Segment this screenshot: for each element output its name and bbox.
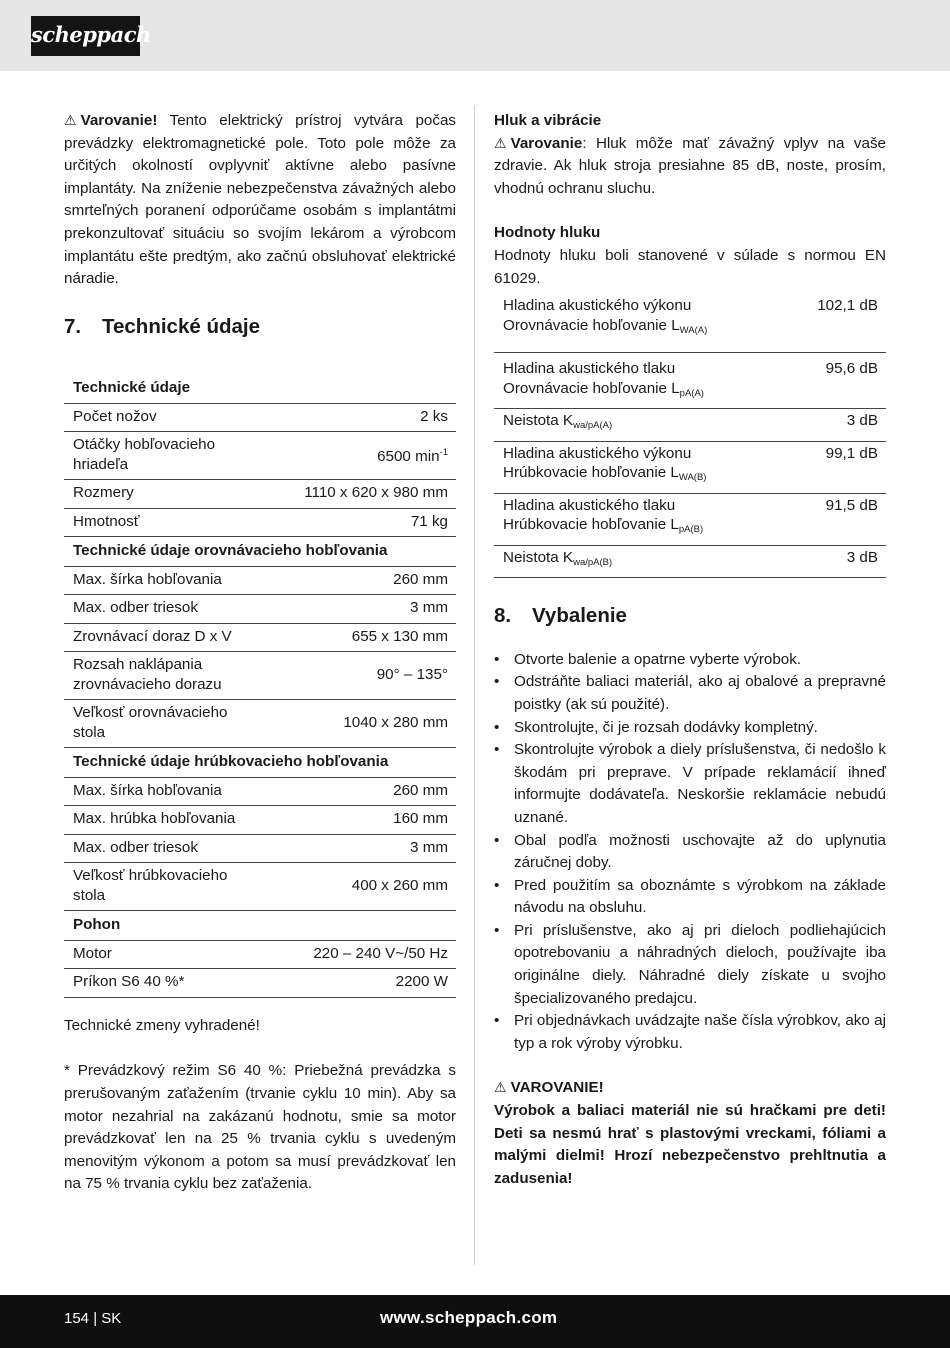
final-warning-heading: ⚠ VAROVANIE! [494, 1077, 886, 1100]
right-column [494, 110, 886, 1190]
spec-label: Max. odber triesok [64, 595, 251, 624]
spec-label: Počet nožov [64, 403, 251, 432]
spec-label: Motor [64, 940, 251, 969]
spec-label: Zrovnávací doraz D x V [64, 623, 251, 652]
section-7-heading: 7. Technické údaje [64, 314, 260, 338]
noise-table [494, 294, 886, 578]
noise-row [494, 353, 886, 409]
spec-row [64, 432, 456, 480]
final-warning-text: Výrobok a baliaci materiál nie sú hračkami pre deti! Deti sa nesmú hrať s plastovými vreckami, fóliami a malými dielmi! Hrozí nebezpečenstvo prehltnutia a zadusenia! [494, 1102, 886, 1187]
spec-value: 6500 $\min^{-1}$ [251, 432, 456, 480]
spec-value: 2 ks [251, 403, 456, 432]
spec-row [64, 480, 456, 509]
spec-row [64, 863, 456, 911]
spec-section-label: Technické údaje orovnávacieho hobľovania [64, 537, 456, 567]
warning-label: Varovanie! [80, 112, 158, 129]
noise-row [494, 441, 886, 493]
spec-label: Max. hrúbka hobľovania [64, 806, 251, 835]
spec-label: Hmotnosť [64, 508, 251, 537]
spec-section-label: Pohon [64, 911, 456, 941]
noise-row [494, 545, 886, 578]
noise-value: 91,5 dB [784, 493, 886, 545]
list-item: • Obal podľa možnosti uschovajte až do uplynutia záručnej doby. [494, 830, 886, 875]
spec-label: Rozsah naklápania zrovnávacieho dorazu [64, 652, 251, 700]
unpacking-list [494, 649, 886, 1056]
spec-row [64, 834, 456, 863]
list-item: • Pred použitím sa oboznámte s výrobkom na základe návodu na obsluhu. [494, 875, 886, 920]
changes-note: Technické zmeny vyhradené! [64, 1016, 260, 1034]
noise-value: 95,6 dB [784, 353, 886, 409]
spec-value: 1110 x 620 x 980 mm [251, 480, 456, 509]
noise-values-text: Hodnoty hluku boli stanovené v súlade s normou EN 61029. [494, 246, 886, 287]
spec-value: 160 mm [251, 806, 456, 835]
duty-cycle-footnote: * Prevádzkový režim S6 40 %: Priebežná prevádzka s prerušovaným zaťažením (trvanie cyklu 10 min). Aby sa motor nezahrial na zakázanú hodnotu, smie sa motor prevádzkovať len na 25 % trvania cyklu s uvedeným menovitým výkonom a potom sa musí prevádzkovať len na 75 % trvania cyklu bez zaťaženia. [64, 1062, 456, 1193]
noise-value: 102,1 dB [784, 294, 886, 353]
noise-warning: ⚠ Varovanie: Hluk môže mať závažný vplyv na vaše zdravie. Ak hluk stroja presiahne 85 dB, noste, prosím, vhodnú ochranu sluchu. [494, 134, 886, 197]
spec-label: Max. šírka hobľovania [64, 566, 251, 595]
spec-row [64, 806, 456, 835]
spec-row [64, 403, 456, 432]
page-number: 154 | SK [64, 1310, 122, 1327]
spec-label: Otáčky hobľovacieho hriadeľa [64, 432, 251, 480]
spec-row [64, 566, 456, 595]
noise-values-heading: Hodnoty hluku [494, 224, 601, 242]
emf-warning-paragraph [64, 110, 456, 291]
noise-value: 99,1 dB [784, 441, 886, 493]
spec-row [64, 508, 456, 537]
list-item: • Odstráňte baliaci materiál, ako aj obalové a prepravné poistky (ak sú použité). [494, 671, 886, 716]
noise-row [494, 294, 886, 353]
spec-row [64, 700, 456, 748]
noise-label: Neistota $K_{wa/pA(B)}$ [494, 545, 784, 578]
spec-value: 400 x 260 mm [251, 863, 456, 911]
spec-value: 71 kg [251, 508, 456, 537]
section-8-heading: 8. Vybalenie [494, 604, 627, 628]
spec-value: 90° – 135° [251, 652, 456, 700]
spec-value: 260 mm [251, 777, 456, 806]
list-item: • Pri objednávkach uvádzajte naše čísla výrobkov, ako aj typ a rok výroby výrobku. [494, 1010, 886, 1055]
spec-row [64, 777, 456, 806]
spec-label: Max. odber triesok [64, 834, 251, 863]
spec-value: 3 mm [251, 834, 456, 863]
spec-section-label: Technické údaje [64, 366, 456, 403]
scheppach-logo: scheppach [31, 16, 140, 56]
left-column [64, 110, 456, 1196]
noise-value: 3 dB [784, 409, 886, 442]
spec-label: Rozmery [64, 480, 251, 509]
spec-section-label: Technické údaje hrúbkovacieho hobľovania [64, 748, 456, 778]
noise-label: Hladina akustického tlaku Orovnávacie hobľovanie $L_{pA(A)}$ [494, 353, 784, 409]
spec-value: 260 mm [251, 566, 456, 595]
spec-label: Veľkosť hrúbkovacieho stola [64, 863, 251, 911]
noise-label: Hladina akustického tlaku Hrúbkovacie hobľovanie $L_{pA(B)}$ [494, 493, 784, 545]
noise-heading: Hluk a vibrácie [494, 112, 602, 129]
warning-text: Tento elektrický prístroj vytvára počas prevádzky elektromagnetické pole. Toto pole môže za určitých okolností ovplyvniť aktívne alebo pasívne implantáty. Na zníženie nebezpečenstva závažných alebo smrteľných poranení odporúčame osobám s implantátmi prekonzultovať situáciu so svojím lekárom a výrobcom implantátu ešte predtým, ako začnú obsluhovať elektrické náradie. [64, 112, 456, 288]
list-item: • Otvorte balenie a opatrne vyberte výrobok. [494, 649, 886, 672]
spec-section-header [64, 537, 456, 567]
spec-row [64, 623, 456, 652]
list-item: • Skontrolujte výrobok a diely príslušenstva, či nedošlo k škodám pri preprave. V prípade reklamácií ihneď informujte dodávateľa. Neskoršie reklamácie nebudú uznané. [494, 739, 886, 829]
header-bar [0, 0, 950, 71]
footer-bar [0, 1295, 950, 1348]
spec-row [64, 595, 456, 624]
spec-value: 655 x 130 mm [251, 623, 456, 652]
warning-triangle-icon: ⚠ [494, 1080, 507, 1097]
noise-row [494, 409, 886, 442]
warning-triangle-icon: ⚠ [64, 113, 77, 129]
noise-label: Neistota $K_{wa/pA(A)}$ [494, 409, 784, 442]
noise-label: Hladina akustického výkonu Orovnávacie hobľovanie $L_{WA(A)}$ [494, 294, 784, 353]
spec-section-header [64, 748, 456, 778]
spec-label: Max. šírka hobľovania [64, 777, 251, 806]
website-link[interactable]: www.scheppach.com [380, 1308, 558, 1327]
spec-label: Príkon S6 40 %* [64, 969, 251, 998]
spec-value: 1040 x 280 mm [251, 700, 456, 748]
spec-section-header [64, 366, 456, 403]
spec-row [64, 652, 456, 700]
noise-label: Hladina akustického výkonu Hrúbkovacie hobľovanie $L_{WA(B)}$ [494, 441, 784, 493]
noise-row [494, 493, 886, 545]
list-item: • Pri príslušenstve, ako aj pri dieloch podliehajúcich opotrebovaniu a náhradných dieloch, používajte iba originálne diely. Náhradné diely získate u svojho špecializovaného predajcu. [494, 920, 886, 1010]
spec-value: 2200 W [251, 969, 456, 998]
noise-value: 3 dB [784, 545, 886, 578]
spec-section-header [64, 911, 456, 941]
spec-row [64, 940, 456, 969]
spec-label: Veľkosť orovnávacieho stola [64, 700, 251, 748]
technical-data-table [64, 366, 456, 998]
warning-triangle-icon: ⚠ [494, 135, 507, 152]
spec-value: 3 mm [251, 595, 456, 624]
spec-value: 220 – 240 V~/50 Hz [251, 940, 456, 969]
column-divider [474, 105, 475, 1265]
spec-row [64, 969, 456, 998]
list-item: • Skontrolujte, či je rozsah dodávky kompletný. [494, 717, 886, 740]
